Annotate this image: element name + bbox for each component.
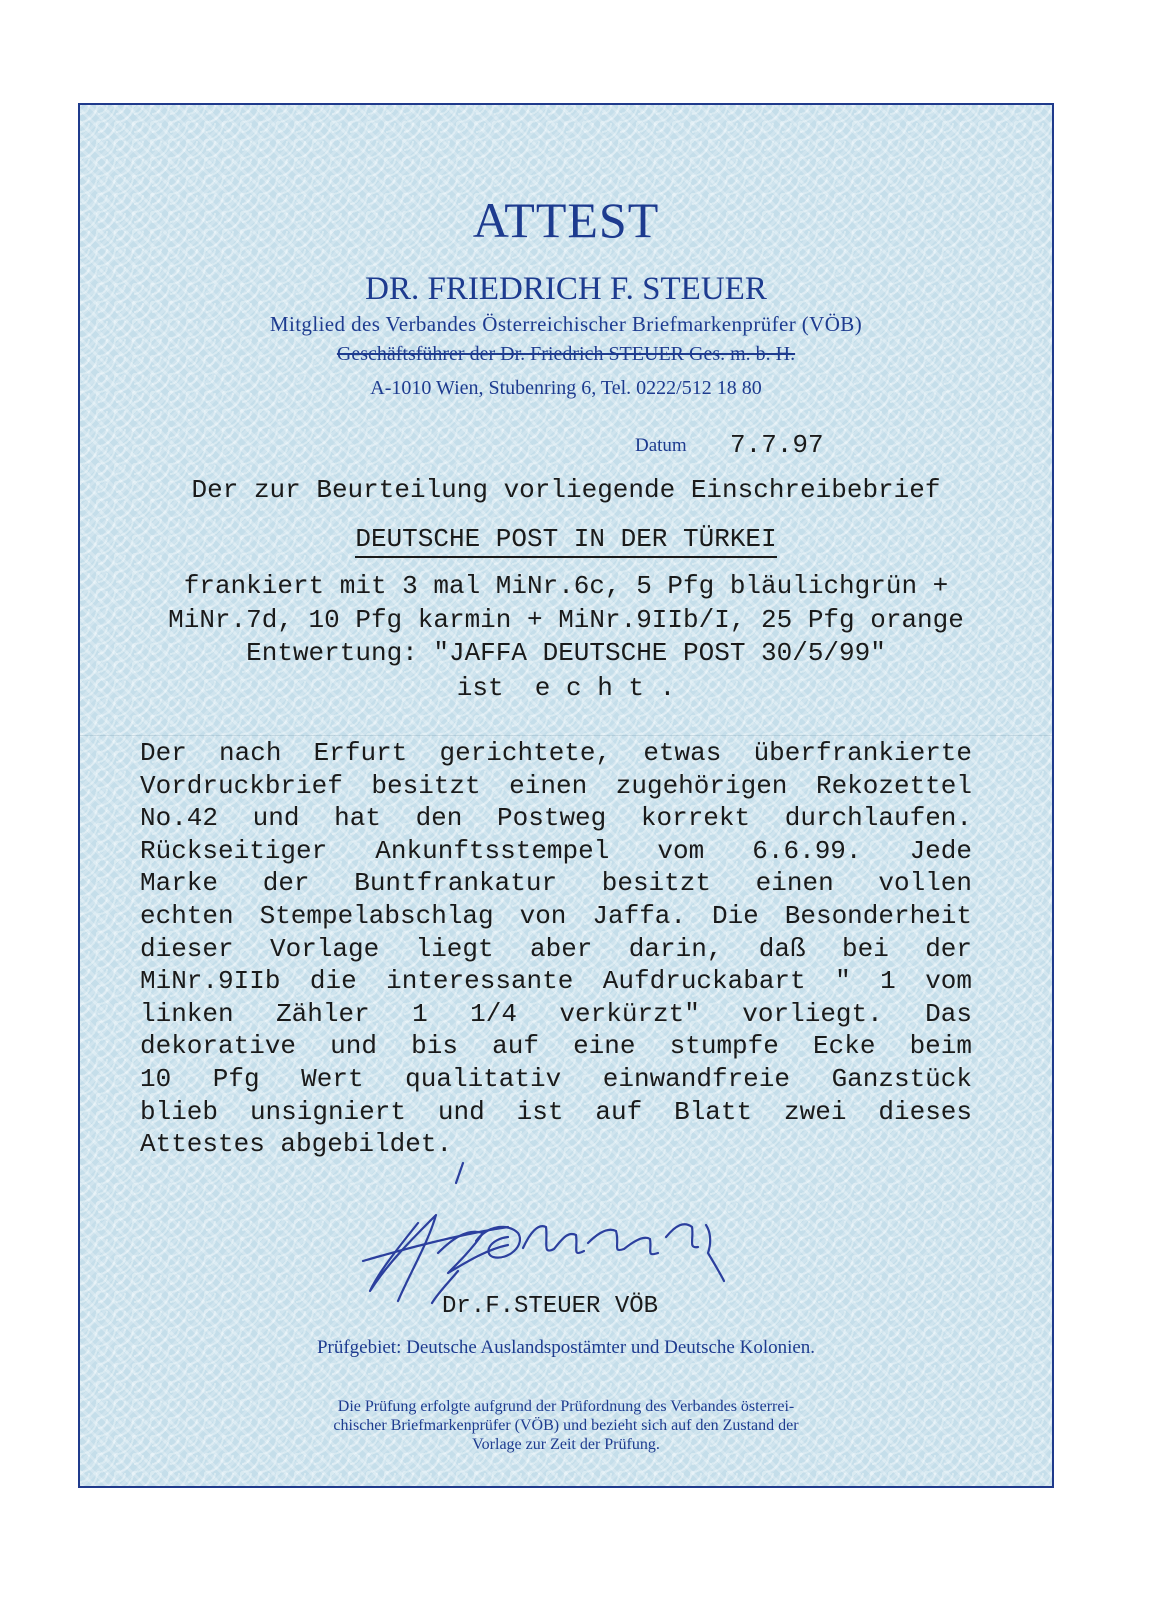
subject-text: DEUTSCHE POST IN DER TÜRKEI [355,524,776,558]
paragraph-line: MiNr.9IIb die interessante Aufdruckabart " 1 vom [140,966,972,997]
paragraph-line: Rückseitiger Ankunftsstempel vom 6.6.99. Jede [140,835,972,866]
paragraph-line: 10 Pfg Wert qualitativ einwandfreie Ganzstück [140,1063,972,1094]
footer-line: chischer Briefmarkenprüfer (VÖB) und bezieht sich auf den Zustand der [333,1417,799,1434]
paragraph-line: dekorative und bis auf eine stumpfe Ecke beim [140,1031,972,1062]
struck-text: Geschäftsführer der Dr. Friedrich STEUER Ges. m. b. H. [336,343,796,365]
paragraph-line: Vordruckbrief besitzt einen zugehörigen Rekozettel [140,770,972,801]
address-line: A-1010 Wien, Stubenring 6, Tel. 0222/512 18 80 [370,377,762,399]
intro-line: Der zur Beurteilung vorliegende Einschreibebrief [191,475,941,505]
subject-line [80,524,1052,554]
fold-line [80,735,1052,736]
examination-scope: Prüfgebiet: Deutsche Auslandspostämter und Deutsche Kolonien. [316,1337,816,1358]
paragraph-line: dieser Vorlage liegt aber darin, daß bei der [140,933,972,964]
membership-line: Mitglied des Verbandes Österreichischer Briefmarkenprüfer (VÖB) [269,312,863,336]
paragraph-line: echten Stempelabschlag von Jaffa. Die Besonderheit [140,900,972,931]
date-label: Datum [635,435,687,456]
footer-line: Die Prüfung erfolgte aufgrund der Prüfordnung des Verbandes österrei- [337,1398,795,1415]
certificate-title: ATTEST [472,192,660,248]
frankierung-line-2: MiNr.7d, 10 Pfg karmin + MiNr.9IIb/I, 25 Pfg orange [168,605,964,635]
verdict-line: ist e c h t . [456,673,676,703]
paragraph-line: blieb unsigniert und ist auf Blatt zwei dieses [140,1096,972,1127]
footer-line: Vorlage zur Zeit der Prüfung. [472,1436,660,1453]
paragraph-line: Attestes abgebildet. [140,1129,453,1160]
paragraph-line: Marke der Buntfrankatur besitzt einen vollen [140,868,972,899]
date-value: 7.7.97 [730,430,824,460]
frankierung-line-1: frankiert mit 3 mal MiNr.6c, 5 Pfg bläulichgrün + [183,571,949,601]
certificate-sheet [78,103,1054,1488]
examiner-name: DR. FRIEDRICH F. STEUER [365,271,767,307]
signature-name: Dr.F.STEUER VÖB [442,1293,659,1320]
footer-note [80,1397,1052,1454]
paragraph-line: linken Zähler 1 1/4 verkürzt" vorliegt. Das [140,998,972,1029]
paragraph-line: Der nach Erfurt gerichtete, etwas überfrankierte [140,738,972,768]
paragraph-line: No.42 und hat den Postweg korrekt durchlaufen. [140,803,972,834]
description-paragraph [140,737,972,1161]
entwertung-line: Entwertung: "JAFFA DEUTSCHE POST 30/5/99" [246,638,886,668]
handwritten-signature [358,1153,758,1313]
struck-through-line [80,343,1052,366]
